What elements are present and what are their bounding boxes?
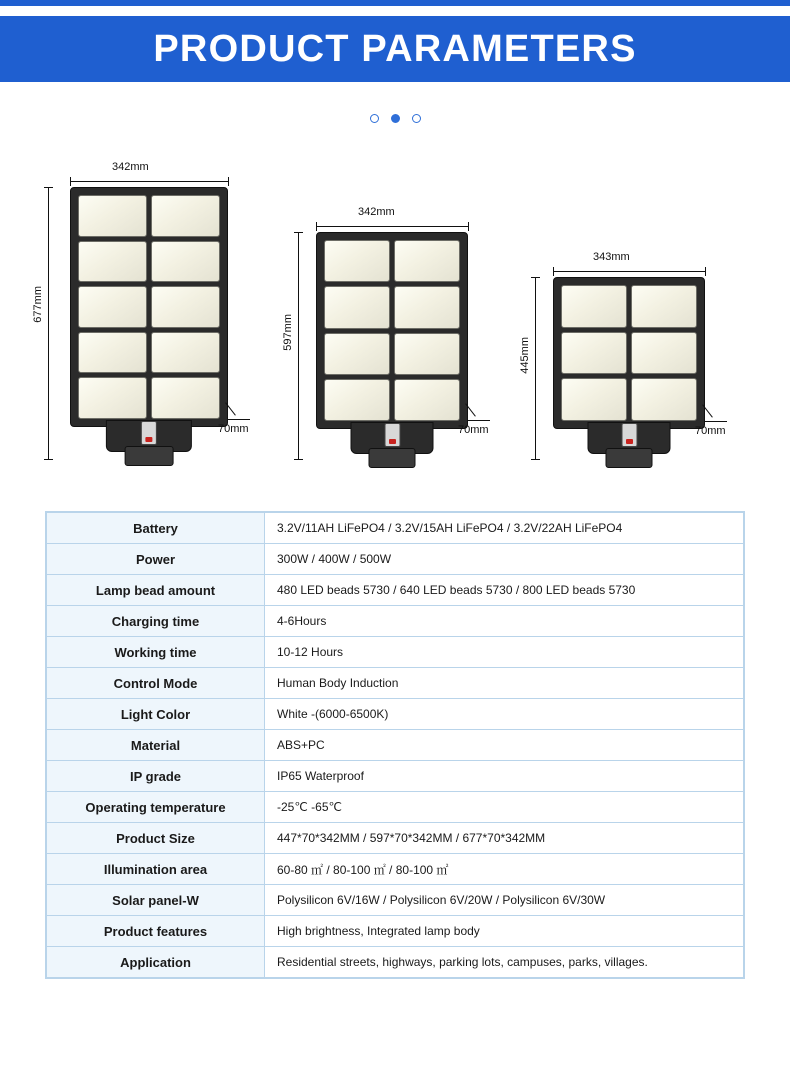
lamp-medium-pole-mount [369, 448, 416, 468]
spec-label: Product Size [47, 823, 265, 854]
lamp-large-pole-mount [125, 446, 174, 466]
lamp-small-width-tick-right [705, 267, 706, 276]
sensor-indicator-icon [626, 439, 633, 444]
lamp-small-height-line [535, 277, 536, 459]
spec-value: 447*70*342MM / 597*70*342MM / 677*70*342MM [265, 823, 744, 854]
spec-value: 4-6Hours [265, 606, 744, 637]
led-cell [324, 333, 390, 375]
spec-value: Human Body Induction [265, 668, 744, 699]
led-cell [78, 241, 147, 283]
led-cell [324, 240, 390, 282]
spec-value: ABS+PC [265, 730, 744, 761]
led-cell [78, 195, 147, 237]
led-cell [561, 285, 627, 328]
spec-label: Material [47, 730, 265, 761]
sensor-indicator-icon [389, 439, 396, 444]
motion-sensor-icon [384, 423, 400, 447]
motion-sensor-icon [141, 421, 157, 445]
lamp-small-pole-mount [606, 448, 653, 468]
lamp-large-body [70, 187, 228, 427]
table-row [47, 637, 744, 668]
carousel-dot-3[interactable] [412, 114, 421, 123]
table-row [47, 885, 744, 916]
led-cell [394, 333, 460, 375]
lamp-small-led-grid [554, 278, 704, 428]
lamp-large-width-tick-right [228, 177, 229, 186]
lamp-medium-height-tick-bottom [294, 459, 303, 460]
spec-value: Polysilicon 6V/16W / Polysilicon 6V/20W / Polysilicon 6V/30W [265, 885, 744, 916]
lamp-large-depth-line [228, 419, 250, 420]
lamp-large-height-tick-top [44, 187, 53, 188]
top-accent-rule [0, 0, 790, 6]
spec-label: IP grade [47, 761, 265, 792]
table-row [47, 792, 744, 823]
lamp-medium-height-line [298, 232, 299, 459]
lamp-medium-width-tick-right [468, 222, 469, 231]
led-cell [394, 286, 460, 328]
lamp-large-led-grid [71, 188, 227, 426]
carousel-dot-2[interactable] [391, 114, 400, 123]
spec-value: Residential streets, highways, parking lots, campuses, parks, villages. [265, 947, 744, 978]
spec-label: Product features [47, 916, 265, 947]
lamp-large-width-label: 342mm [112, 161, 149, 173]
led-cell [151, 195, 220, 237]
spec-value: 300W / 400W / 500W [265, 544, 744, 575]
spec-label: Light Color [47, 699, 265, 730]
lamp-large-width-line [70, 181, 228, 182]
led-cell [78, 332, 147, 374]
spec-value: IP65 Waterproof [265, 761, 744, 792]
lamp-medium-width-line [316, 226, 468, 227]
led-cell [631, 285, 697, 328]
table-row [47, 606, 744, 637]
specification-table [46, 512, 744, 978]
carousel-dots[interactable] [0, 114, 790, 123]
lamp-small-width-label: 343mm [593, 251, 630, 263]
lamp-small-height-label: 445mm [519, 337, 531, 374]
carousel-dot-1[interactable] [370, 114, 379, 123]
lamp-medium-width-label: 342mm [358, 206, 395, 218]
led-cell [631, 332, 697, 375]
lamp-small-depth-line [705, 421, 727, 422]
spec-value: 480 LED beads 5730 / 640 LED beads 5730 / 800 LED beads 5730 [265, 575, 744, 606]
lamp-small-height-tick-top [531, 277, 540, 278]
table-row [47, 544, 744, 575]
spec-value: High brightness, Integrated lamp body [265, 916, 744, 947]
spec-value: 10-12 Hours [265, 637, 744, 668]
lamp-large-height-tick-bottom [44, 459, 53, 460]
lamp-large-height-label: 677mm [32, 286, 44, 323]
spec-label: Battery [47, 513, 265, 544]
spec-label: Solar panel-W [47, 885, 265, 916]
table-row [47, 854, 744, 885]
table-row [47, 823, 744, 854]
table-row [47, 513, 744, 544]
lamp-medium-depth-line [468, 420, 490, 421]
lamp-large-depth-label: 70mm [218, 423, 249, 435]
spec-value: -25℃ -65℃ [265, 792, 744, 823]
lamp-large-width-tick-left [70, 177, 71, 186]
sensor-indicator-icon [145, 437, 152, 442]
spec-label: Working time [47, 637, 265, 668]
lamp-medium-height-label: 597mm [282, 314, 294, 351]
led-cell [151, 286, 220, 328]
led-cell [151, 241, 220, 283]
lamp-medium-led-grid [317, 233, 467, 428]
table-row [47, 699, 744, 730]
lamp-large-height-line [48, 187, 49, 459]
lamp-small-body [553, 277, 705, 429]
lamp-small-width-tick-left [553, 267, 554, 276]
spec-value: 60-80 ㎡ / 80-100 ㎡ / 80-100 ㎡ [265, 854, 744, 885]
lamp-small-width-line [553, 271, 705, 272]
lamp-small-depth-label: 70mm [695, 425, 726, 437]
spec-value: White -(6000-6500K) [265, 699, 744, 730]
led-cell [151, 377, 220, 419]
table-row [47, 575, 744, 606]
led-cell [561, 378, 627, 421]
specification-table-body [47, 513, 744, 978]
spec-label: Control Mode [47, 668, 265, 699]
spec-label: Power [47, 544, 265, 575]
table-row [47, 761, 744, 792]
lamp-medium-body [316, 232, 468, 429]
spec-value: 3.2V/11AH LiFePO4 / 3.2V/15AH LiFePO4 / 3.2V/22AH LiFePO4 [265, 513, 744, 544]
page-header-band [0, 16, 790, 82]
spec-label: Lamp bead amount [47, 575, 265, 606]
product-dimension-diagrams [0, 141, 790, 501]
led-cell [631, 378, 697, 421]
motion-sensor-icon [621, 423, 637, 447]
led-cell [324, 379, 390, 421]
spec-label: Illumination area [47, 854, 265, 885]
lamp-small-height-tick-bottom [531, 459, 540, 460]
led-cell [394, 240, 460, 282]
table-row [47, 730, 744, 761]
led-cell [151, 332, 220, 374]
led-cell [78, 286, 147, 328]
specification-table-wrapper [45, 511, 745, 979]
led-cell [561, 332, 627, 375]
spec-label: Application [47, 947, 265, 978]
led-cell [324, 286, 390, 328]
spec-label: Charging time [47, 606, 265, 637]
led-cell [394, 379, 460, 421]
table-row [47, 916, 744, 947]
table-row [47, 947, 744, 978]
lamp-medium-width-tick-left [316, 222, 317, 231]
lamp-medium-depth-label: 70mm [458, 424, 489, 436]
page-title: PRODUCT PARAMETERS [153, 27, 637, 70]
led-cell [78, 377, 147, 419]
table-row [47, 668, 744, 699]
spec-label: Operating temperature [47, 792, 265, 823]
lamp-medium-height-tick-top [294, 232, 303, 233]
